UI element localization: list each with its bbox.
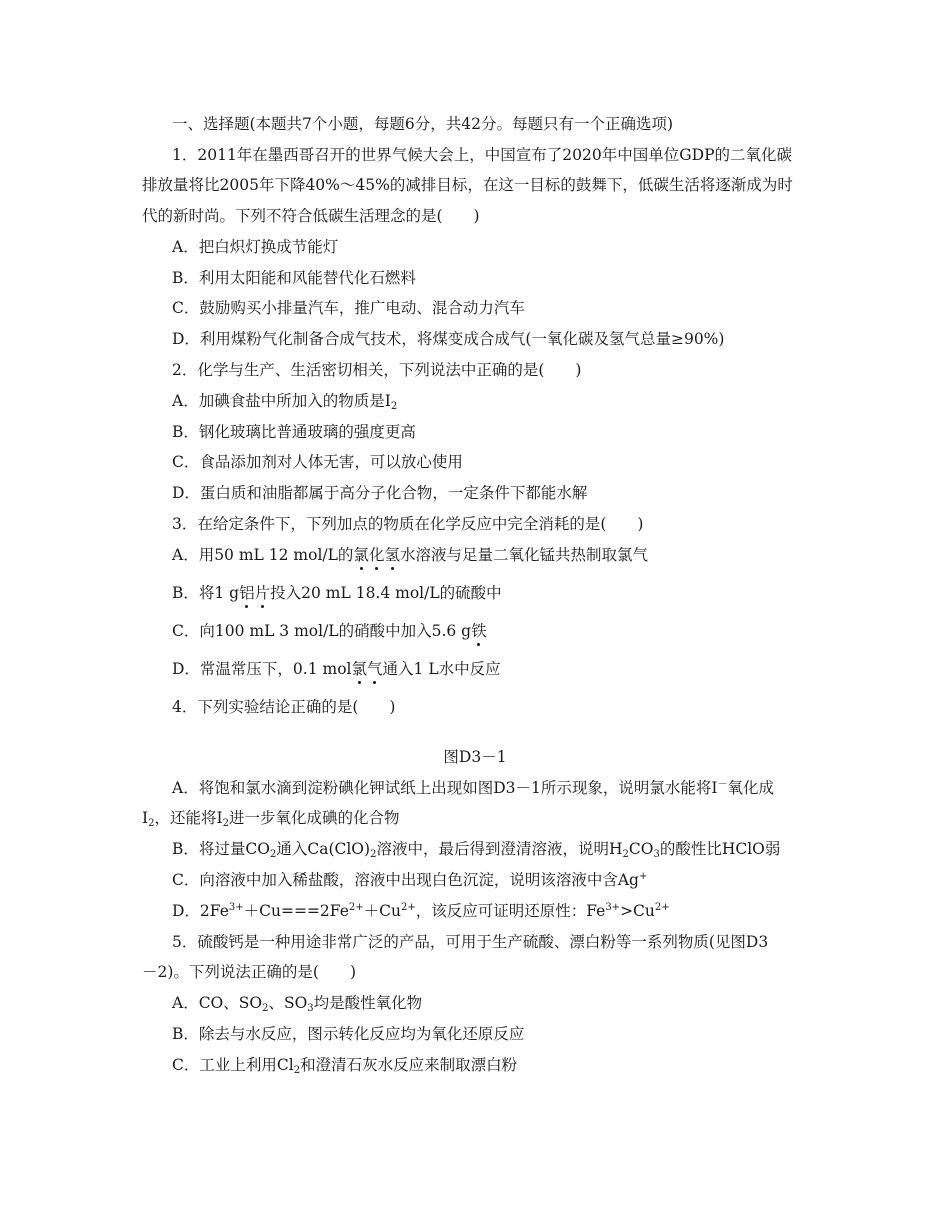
q1-option-c: C．鼓励购买小排量汽车，推广电动、混合动力汽车 bbox=[172, 299, 525, 317]
q4-option-d bbox=[172, 901, 670, 921]
q3-option-a-text: A．用50 mL 12 mol/L的 bbox=[172, 546, 354, 564]
superscript: － bbox=[717, 779, 728, 790]
q3-option-d-text: D．常温常压下，0.1 mol bbox=[172, 660, 352, 678]
formula-text: ＋Cu bbox=[363, 902, 401, 920]
q3-option-b bbox=[172, 583, 502, 603]
formula-text: B．将过量CO bbox=[172, 840, 270, 858]
figure-caption: 图D3－1 bbox=[443, 748, 507, 766]
q1-stem-line-3: 代的新时尚。下列不符合低碳生活理念的是( ) bbox=[142, 207, 480, 225]
q3-option-d-rest: 通入1 L水中反应 bbox=[382, 660, 501, 678]
formula-text: A．CO、SO bbox=[172, 994, 263, 1012]
formula-text: 均是酸性氧化物 bbox=[313, 994, 423, 1012]
q3-option-c bbox=[172, 621, 487, 641]
emphasis-dot-text bbox=[353, 546, 400, 564]
subscript: 2 bbox=[370, 849, 377, 860]
formula-text: ，该反应可证明还原性：Fe bbox=[415, 902, 606, 920]
q1-option-d: D．利用煤粉气化制备合成气技术，将煤变成合成气(一氧化碳及氢气总量≥90%) bbox=[172, 330, 725, 348]
formula-text: ＋Cu===2Fe bbox=[243, 902, 349, 920]
dotted-substance bbox=[353, 546, 400, 564]
emphasis-dot-text bbox=[471, 622, 487, 640]
emphasis-dot-char: 氯 bbox=[353, 546, 369, 564]
q4-option-c bbox=[172, 870, 647, 890]
superscript: + bbox=[638, 871, 648, 882]
q5-stem-line-1: 5．硫酸钙是一种用途非常广泛的产品，可用于生产硫酸、漂白粉等一系列物质(见图D3 bbox=[172, 933, 769, 951]
emphasis-dot-text bbox=[239, 584, 270, 602]
formula-text: 通入Ca(ClO) bbox=[276, 840, 371, 858]
formula-text: CO bbox=[628, 840, 654, 858]
subscript: 2 bbox=[269, 849, 277, 860]
q3-option-b-text: B．将1 g bbox=[172, 584, 240, 602]
subscript: 2 bbox=[622, 849, 629, 860]
emphasis-dot-char: 气 bbox=[367, 660, 383, 678]
subscript: 3 bbox=[653, 849, 660, 860]
subscript: 3 bbox=[307, 1003, 314, 1014]
q3-option-c-text: C．向100 mL 3 mol/L的硝酸中加入5.6 g bbox=[172, 622, 472, 640]
subscript: 2 bbox=[148, 818, 155, 829]
q4-option-b bbox=[172, 839, 780, 859]
superscript: 2+ bbox=[400, 902, 416, 913]
formula-text: 的酸性比HClO弱 bbox=[659, 840, 781, 858]
subscript: 2 bbox=[262, 1003, 269, 1014]
formula-text: C．工业上利用Cl bbox=[172, 1056, 294, 1074]
q2-stem: 2．化学与生产、生活密切相关，下列说法中正确的是( ) bbox=[172, 361, 582, 379]
q2-option-a bbox=[172, 391, 397, 411]
formula-text: >Cu bbox=[620, 902, 655, 920]
q2-option-c: C．食品添加剂对人体无害，可以放心使用 bbox=[172, 453, 463, 471]
q4-option-a-text-end: 氧化成 bbox=[727, 779, 774, 797]
superscript: 2+ bbox=[654, 902, 670, 913]
q4-option-a-text: A．将饱和氯水滴到淀粉碘化钾试纸上出现如图D3－1所示现象，说明氯水能将I bbox=[172, 779, 718, 797]
q2-option-a-text: A．加碘食盐中所加入的物质是I bbox=[172, 392, 391, 410]
subscript: 2 bbox=[390, 401, 398, 412]
emphasis-dot-char: 氢 bbox=[384, 546, 400, 564]
q1-option-b: B．利用太阳能和风能替代化石燃料 bbox=[172, 269, 416, 287]
emphasis-dot-char: 铁 bbox=[471, 622, 487, 640]
q1-option-a: A．把白炽灯换成节能灯 bbox=[172, 238, 339, 256]
section-header: 一、选择题(本题共7个小题，每题6分，共42分。每题只有一个正确选项) bbox=[172, 115, 674, 133]
emphasis-dot-char: 片 bbox=[254, 584, 271, 602]
q3-option-a-rest: 水溶液与足量二氧化锰共热制取氯气 bbox=[399, 546, 648, 564]
formula-text: 进一步氧化成碘的化合物 bbox=[229, 809, 400, 827]
q3-option-b-rest: 投入20 mL 18.4 mol/L的硫酸中 bbox=[270, 584, 502, 602]
formula-text: 溶液中，最后得到澄清溶液，说明H bbox=[376, 840, 623, 858]
superscript: 3+ bbox=[605, 902, 621, 913]
emphasis-dot-char: 氯 bbox=[351, 660, 368, 678]
formula-text: C．向溶液中加入稀盐酸，溶液中出现白色沉淀，说明该溶液中含Ag bbox=[172, 871, 639, 889]
q2-option-d: D．蛋白质和油脂都属于高分子化合物，一定条件下都能水解 bbox=[172, 484, 588, 502]
subscript: 2 bbox=[222, 818, 229, 829]
q3-stem: 3．在给定条件下，下列加点的物质在化学反应中完全消耗的是( ) bbox=[172, 515, 644, 533]
q4-option-a-line-1 bbox=[172, 778, 774, 798]
emphasis-dot-char: 化 bbox=[368, 546, 385, 564]
q1-stem-line-2: 排放量将比2005年下降40%～45%的减排目标，在这一目标的鼓舞下，低碳生活将逐渐成为时 bbox=[142, 176, 793, 194]
q3-option-d bbox=[172, 659, 501, 679]
q5-option-b: B．除去与水反应，图示转化反应均为氧化还原反应 bbox=[172, 1025, 525, 1043]
q1-stem-line-1: 1．2011年在墨西哥召开的世界气候大会上，中国宣布了2020年中国单位GDP的二氧化碳 bbox=[172, 146, 792, 164]
superscript: 2+ bbox=[348, 902, 364, 913]
emphasis-dot-char: 铝 bbox=[239, 584, 255, 602]
formula-text: ，还能将I bbox=[154, 809, 223, 827]
q4-option-a-line-2 bbox=[142, 808, 400, 828]
subscript: 2 bbox=[293, 1065, 301, 1076]
superscript: 3+ bbox=[228, 902, 244, 913]
q4-stem: 4．下列实验结论正确的是( ) bbox=[172, 698, 396, 716]
q5-stem-line-2: －2)。下列说法正确的是( ) bbox=[142, 963, 357, 981]
formula-text: D．2Fe bbox=[172, 902, 229, 920]
formula-text: 和澄清石灰水反应来制取漂白粉 bbox=[300, 1056, 518, 1074]
formula-text: 、SO bbox=[268, 994, 308, 1012]
q3-option-a bbox=[172, 545, 648, 565]
emphasis-dot-text bbox=[352, 660, 383, 678]
q5-option-a bbox=[172, 993, 422, 1013]
q2-option-b: B．钢化玻璃比普通玻璃的强度更高 bbox=[172, 423, 416, 441]
formula-text: I bbox=[142, 809, 149, 827]
q5-option-c bbox=[172, 1055, 517, 1075]
